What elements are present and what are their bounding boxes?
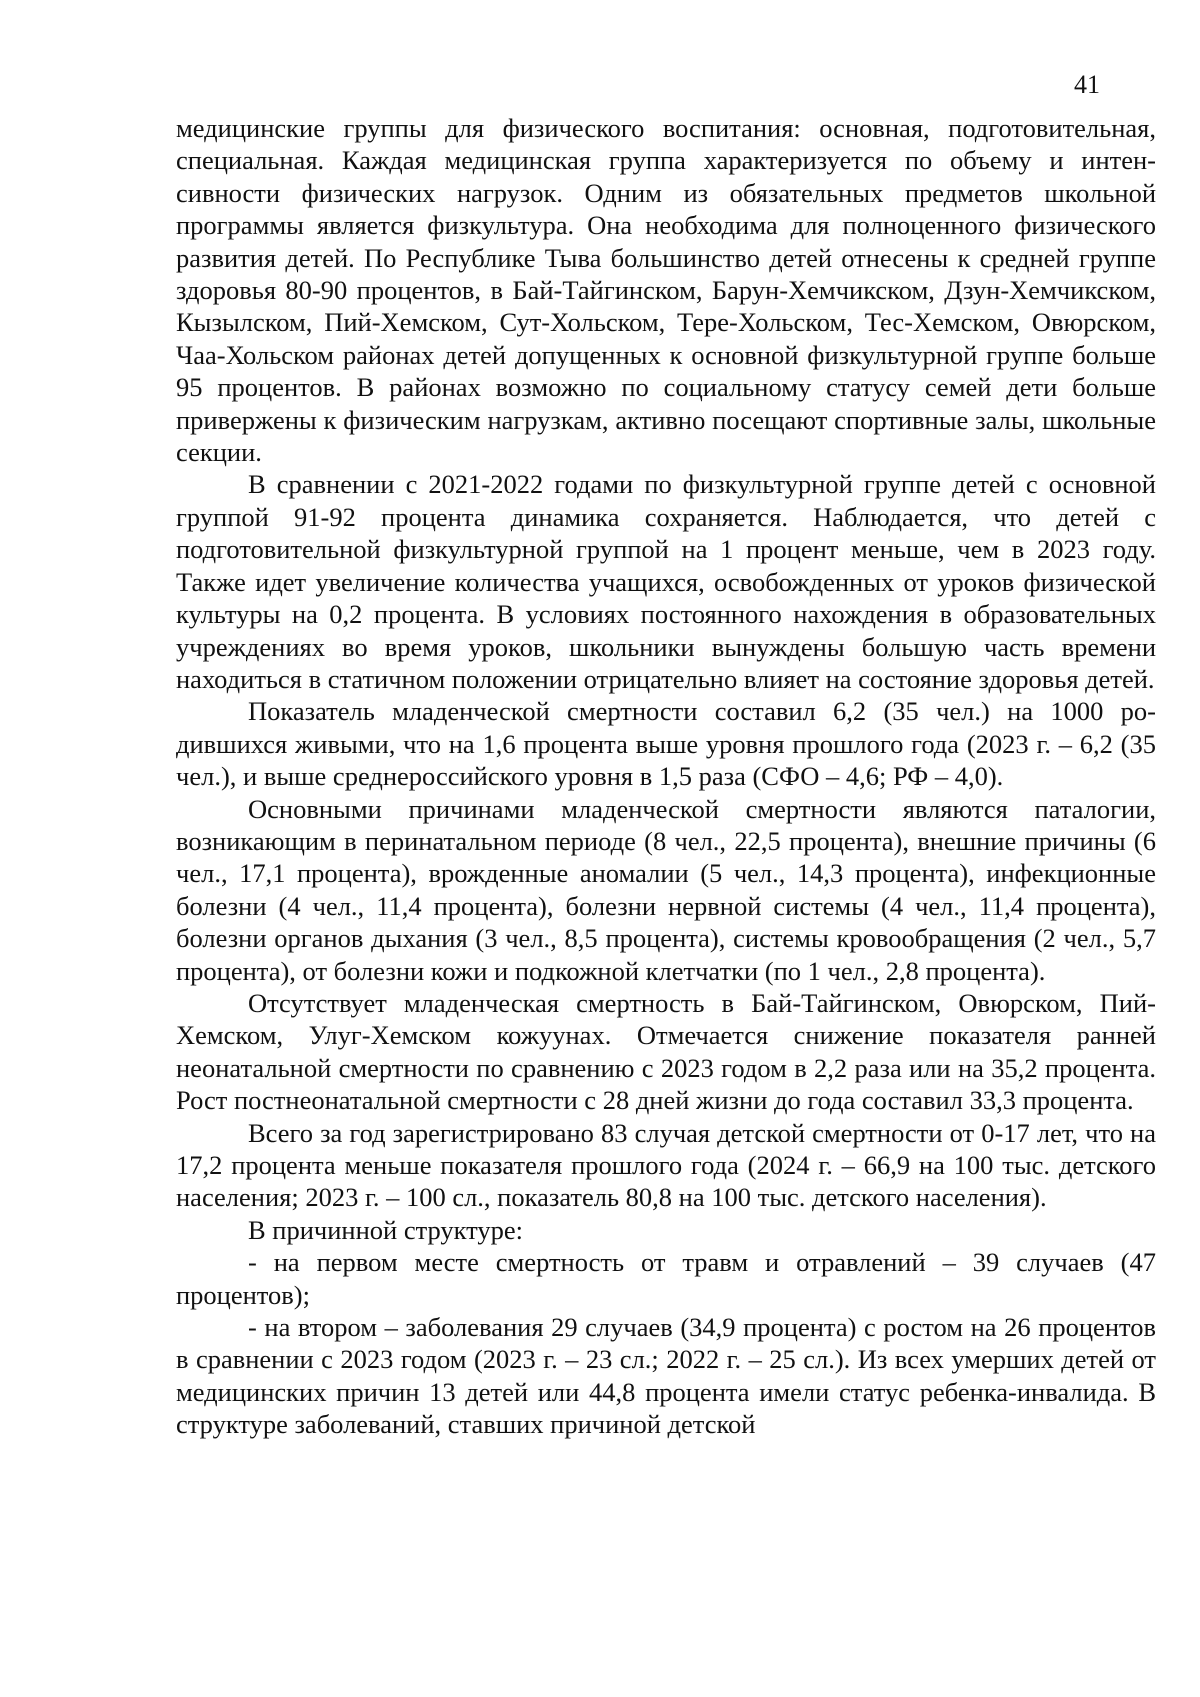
paragraph-child-mortality-total: Всего за год зарегистрировано 83 случая детской смертности от 0-17 лет, что на 17,2 процента меньше показателя прошлого года (2024 г. – 66,9 на 100 тыс. детского населения; 2023 г. – 100 сл., показатель 80,8 на 100 тыс. детского населения). [176, 1117, 1156, 1213]
paragraph-infant-mortality-rate: Показатель младенческой смертности составил 6,2 (35 чел.) на 1000 родившихся живыми, что на 1,6 процента выше уровня прошлого года (2023 г. – 6,2 (35 чел.), и выше среднероссийского уровня в 1,5 раза (СФО – 4,6; РФ – 4,0). [176, 696, 1156, 792]
list-item-first-place: - на первом месте смертность от травм и отравлений – 39 случаев (47 процентов); [176, 1247, 1156, 1310]
paragraph-comparison-2021-2022: В сравнении с 2021-2022 годами по физкультурной группе детей с основной группой 91-92 процента динамика сохраняется. Наблюдается, что детей с подготовительной физкультурной группой на 1 процент меньше, чем в 2023 году. Также идет увеличение количества учащихся, освобожденных от уроков физической культуры на 0,2 процента. В условиях постоянного нахождения в образовательных учреждениях во время уроков, школьники вынуждены большую часть времени находиться в статичном положении отрицательно влияет на состояние здоровья детей. [176, 469, 1156, 694]
paragraph-medical-groups: медицинские группы для физического воспитания: основная, подготовительная, специальная. Каждая медицинская группа характеризуется по объему и интенсивности физических нагрузок. Одним из обязательных предметов школьной программы является физкультура. Она необходима для полноценного физического развития детей. По Республике Тыва большинство детей отнесены к средней группе здоровья 80-90 процентов, в Бай-Тайгинском, Барун-Хемчикском, Дзун-Хемчикском, Кызылском, Пий-Хемском, Сут-Хольском, Тере-Хольском, Тес-Хемском, Овюрском, Чаа-Хольском районах детей допущенных к основной физкультурной группе больше 95 процентов. В районах возможно по социальному статусу семей дети больше привержены к физическим нагрузкам, активно посещают спортивные залы, школьные секции. [176, 113, 1156, 468]
paragraph-infant-mortality-causes: Основными причинами младенческой смертности являются паталогии, возникающим в перинатальном периоде (8 чел., 22,5 процента), внешние причины (6 чел., 17,1 процента), врожденные аномалии (5 чел., 14,3 процента), инфекционные болезни (4 чел., 11,4 процента), болезни нервной системы (4 чел., 11,4 процента), болезни органов дыхания (3 чел., 8,5 процента), системы кровообращения (2 чел., 5,7 процента), от болезни кожи и подкожной клетчатки (по 1 чел., 2,8 процента). [176, 793, 1156, 986]
paragraph-no-infant-mortality: Отсутствует младенческая смертность в Бай-Тайгинском, Овюрском, Пий-Хемском, Улуг-Хемском кожуунах. Отмечается снижение показателя ранней неонатальной смертности по сравнению с 2023 годом в 2,2 раза или на 35,2 процента. Рост постнеонатальной смертности с 28 дней жизни до года составил 33,3 процента. [176, 987, 1156, 1116]
page-number: 41 [1074, 70, 1100, 99]
list-item-second-place: - на втором – заболевания 29 случаев (34,9 процента) с ростом на 26 процентов в сравнении с 2023 годом (2023 г. – 23 сл.; 2022 г. – 25 сл.). Из всех умерших детей от медицинских причин 13 детей или 44,8 процента имели статус ребенка-инвалида. В структуре заболеваний, ставших причиной детской [176, 1312, 1156, 1440]
paragraph-causal-structure-heading: В причинной структуре: [248, 1214, 524, 1245]
document-body [176, 112, 1156, 1441]
